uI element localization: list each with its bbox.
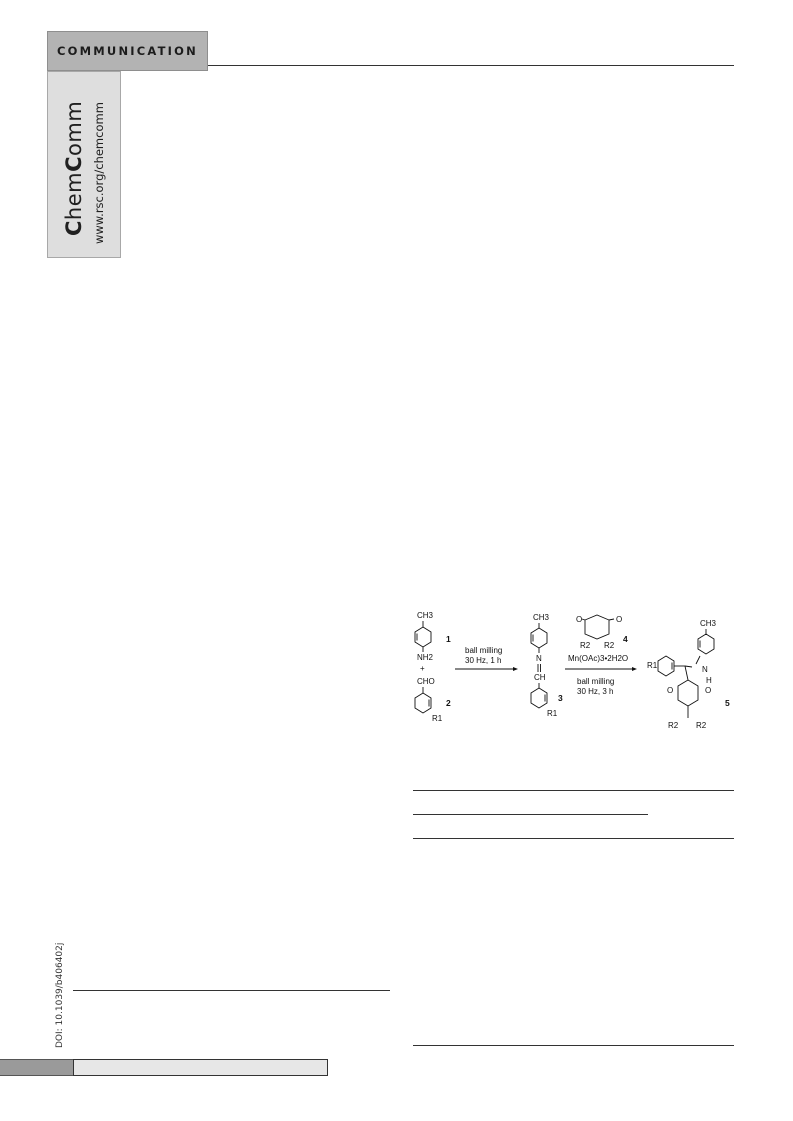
compound-5 [647,619,730,730]
arrow-1 [455,646,518,671]
product-h: H [706,676,712,685]
imine-n: N [536,654,542,663]
r2-label-c: R2 [668,721,679,730]
footer-bar [73,1059,328,1076]
label-1: 1 [446,634,451,644]
label-5: 5 [725,698,730,708]
methyl-label-5: CH3 [700,619,717,628]
header-rule [208,65,734,66]
table-bottom-rule [413,1045,734,1046]
table-top-rule [413,790,734,791]
step2-reagent: Mn(OAc)3•2H2O [568,654,629,663]
section-tab [47,31,208,71]
r1-label-2: R1 [432,714,443,723]
table-mid-rule [413,838,734,839]
label-4: 4 [623,634,628,644]
r2-label-d: R2 [696,721,707,730]
footnote-rule [73,990,390,991]
compound-2 [415,677,451,723]
methyl-label-3: CH3 [533,613,550,622]
step1-condition-1: ball milling [465,646,503,655]
reaction-scheme [410,606,740,746]
footer-page-block [0,1059,73,1076]
arrow-2 [565,654,637,696]
imine-ch: CH [534,673,546,682]
oxo-right: O [616,615,623,624]
product-oxo: O [667,686,674,695]
methyl-label: CH3 [417,611,434,620]
step2-condition-1: ball milling [577,677,615,686]
r1-label-5: R1 [647,661,658,670]
journal-url: www.rsc.org/chemcomm [92,102,106,244]
table-header-rule [413,814,648,815]
step1-condition-2: 30 Hz, 1 h [465,656,502,665]
compound-4 [576,615,628,650]
aldehyde-label: CHO [417,677,435,686]
label-3: 3 [558,693,563,703]
product-n: N [702,665,708,674]
plus-sign: + [420,664,425,673]
step2-condition-2: 30 Hz, 3 h [577,687,614,696]
compound-1 [415,611,451,673]
journal-brand: ChemComm [62,100,86,236]
r2-label-b: R2 [604,641,615,650]
oxo-left: O [576,615,583,624]
compound-3 [531,613,563,718]
r2-label-a: R2 [580,641,591,650]
r1-label-3: R1 [547,709,558,718]
amine-label: NH2 [417,653,434,662]
doi-label: DOI: 10.1039/b406402j [55,942,65,1048]
section-label: COMMUNICATION [57,44,198,58]
product-oh: O [705,686,712,695]
label-2: 2 [446,698,451,708]
